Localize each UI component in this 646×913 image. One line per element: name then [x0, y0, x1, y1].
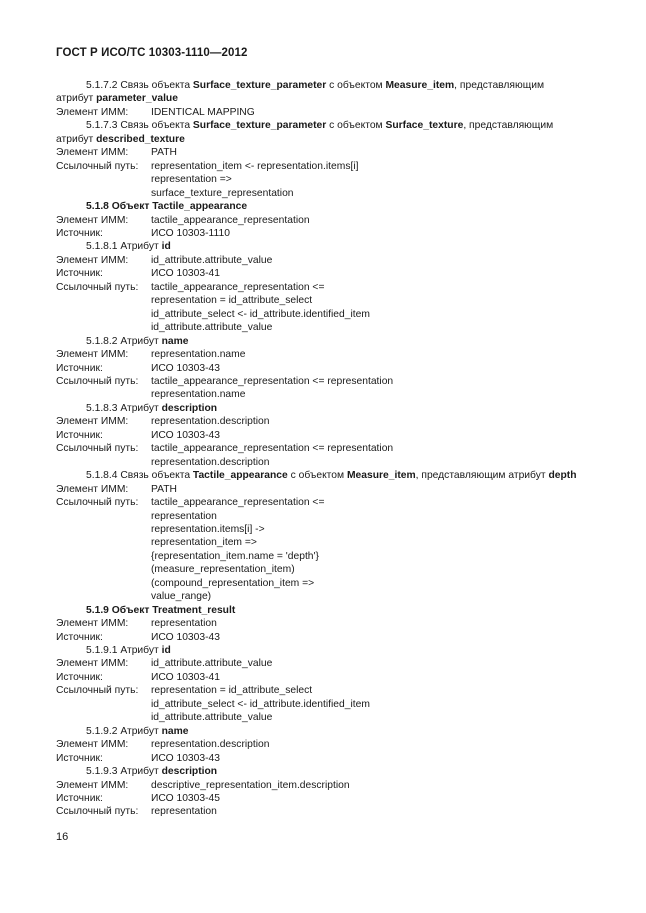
- text-span: атрибут: [56, 93, 97, 105]
- bold-term: name: [161, 335, 189, 347]
- section-heading: [56, 240, 596, 253]
- field-continuation: representation.description: [151, 456, 270, 468]
- text-span: 5.1.8.3 Атрибут: [86, 402, 162, 414]
- mapping-field: [56, 429, 596, 442]
- bold-term: 5.1.9 Объект Treatment_result: [86, 604, 236, 616]
- text-line: [56, 133, 596, 146]
- text-span: с объектом: [287, 470, 347, 482]
- field-value: id_attribute.attribute_value: [151, 658, 273, 670]
- bold-term: depth: [548, 470, 577, 482]
- mapping-field: [56, 738, 596, 751]
- field-value: representation.description: [151, 416, 270, 428]
- field-label: Элемент ИММ:: [56, 349, 129, 361]
- mapping-field: [56, 160, 596, 173]
- page-number: 16: [56, 831, 69, 843]
- field-continuation: (compound_representation_item =>: [151, 577, 315, 589]
- mapping-field: [56, 617, 596, 630]
- field-continuation: (measure_representation_item): [151, 564, 295, 576]
- text-span: атрибут: [56, 133, 97, 145]
- field-continuation: representation.items[i] ->: [151, 523, 265, 535]
- field-value: ИСО 10303-41: [151, 268, 220, 280]
- bold-term: description: [161, 402, 218, 414]
- mapping-field: [56, 671, 596, 684]
- field-value: tactile_appearance_representation <=: [151, 281, 325, 293]
- section-heading: [56, 200, 596, 213]
- field-value: representation = id_attribute_select: [151, 685, 313, 697]
- field-value: IDENTICAL MAPPING: [151, 106, 255, 118]
- field-value: representation_item <- representation.items[i]: [151, 160, 359, 172]
- field-continuation: id_attribute_select <- id_attribute.identified_item: [151, 308, 370, 320]
- field-value: representation.name: [151, 349, 246, 361]
- document-header: ГОСТ Р ИСО/ТС 10303-1110—2012: [56, 47, 248, 59]
- mapping-field: [56, 805, 596, 818]
- field-value: representation: [151, 618, 217, 630]
- bold-term: Tactile_appearance: [192, 470, 288, 482]
- bold-term: description: [161, 766, 218, 778]
- field-label: Ссылочный путь:: [56, 281, 139, 293]
- field-value: id_attribute.attribute_value: [151, 254, 273, 266]
- field-continuation: representation: [151, 510, 217, 522]
- bold-term: id: [161, 241, 171, 253]
- mapping-field: [56, 106, 596, 119]
- field-value: descriptive_representation_item.description: [151, 779, 350, 791]
- section-heading: [56, 469, 596, 482]
- field-label: Источник:: [56, 268, 103, 280]
- field-value: tactile_appearance_representation <= representation: [151, 443, 394, 455]
- field-label: Элемент ИММ:: [56, 618, 129, 630]
- field-continuation: id_attribute.attribute_value: [151, 712, 273, 724]
- field-label: Источник:: [56, 429, 103, 441]
- text-span: , представляющим: [463, 120, 554, 132]
- field-continuation: id_attribute.attribute_value: [151, 322, 273, 334]
- bold-term: id: [161, 645, 171, 657]
- text-span: с объектом: [326, 120, 386, 132]
- bold-term: parameter_value: [96, 93, 178, 105]
- text-line: [56, 92, 596, 105]
- text-span: 5.1.9.1 Атрибут: [86, 645, 162, 657]
- field-value: ИСО 10303-43: [151, 631, 220, 643]
- text-span: с объектом: [326, 80, 386, 91]
- field-continuation: id_attribute_select <- id_attribute.identified_item: [151, 698, 370, 710]
- mapping-field: [56, 362, 596, 375]
- field-label: Элемент ИММ:: [56, 106, 129, 118]
- field-value: ИСО 10303-1110: [151, 227, 230, 239]
- text-span: 5.1.7.3 Связь объекта: [86, 120, 193, 132]
- field-label: Элемент ИММ:: [56, 214, 129, 226]
- field-label: Элемент ИММ:: [56, 147, 129, 159]
- field-label: Элемент ИММ:: [56, 739, 129, 751]
- field-continuation: {representation_item.name = 'depth'}: [151, 550, 319, 562]
- field-label: Элемент ИММ:: [56, 483, 129, 495]
- bold-term: 5.1.8 Объект Tactile_appearance: [86, 201, 248, 213]
- text-span: 5.1.9.3 Атрибут: [86, 766, 162, 778]
- text-span: 5.1.8.2 Атрибут: [86, 335, 162, 347]
- field-label: Источник:: [56, 362, 103, 374]
- mapping-field: [56, 442, 596, 455]
- field-label: Ссылочный путь:: [56, 443, 139, 455]
- field-continuation: representation = id_attribute_select: [151, 295, 313, 307]
- field-continuation: value_range): [151, 591, 212, 603]
- field-continuation: representation =>: [151, 174, 232, 186]
- bold-term: Surface_texture_parameter: [192, 80, 327, 91]
- field-label: Источник:: [56, 631, 103, 643]
- document-body: [56, 79, 596, 819]
- section-heading: [56, 402, 596, 415]
- field-label: Ссылочный путь:: [56, 685, 139, 697]
- field-label: Источник:: [56, 227, 103, 239]
- mapping-field: [56, 254, 596, 267]
- mapping-field: [56, 146, 596, 159]
- bold-term: described_texture: [96, 133, 185, 145]
- field-value: PATH: [151, 483, 177, 495]
- field-value: ИСО 10303-41: [151, 671, 220, 683]
- field-label: Источник:: [56, 671, 103, 683]
- field-label: Источник:: [56, 793, 103, 805]
- field-label: Элемент ИММ:: [56, 779, 129, 791]
- section-heading: [56, 644, 596, 657]
- mapping-field: [56, 227, 596, 240]
- mapping-field: [56, 657, 596, 670]
- field-label: Ссылочный путь:: [56, 497, 139, 509]
- text-span: , представляющим: [454, 80, 545, 91]
- bold-term: Surface_texture_parameter: [192, 120, 327, 132]
- mapping-field: [56, 483, 596, 496]
- mapping-field: [56, 348, 596, 361]
- section-heading: [56, 604, 596, 617]
- mapping-field: [56, 792, 596, 805]
- mapping-field: [56, 267, 596, 280]
- mapping-field: [56, 779, 596, 792]
- field-value: ИСО 10303-43: [151, 429, 220, 441]
- field-label: Элемент ИММ:: [56, 254, 129, 266]
- field-label: Элемент ИММ:: [56, 416, 129, 428]
- mapping-field: [56, 375, 596, 388]
- section-heading: [56, 79, 596, 92]
- text-span: , представляющим атрибут: [415, 470, 549, 482]
- bold-term: name: [161, 725, 189, 737]
- field-value: ИСО 10303-43: [151, 752, 220, 764]
- mapping-field: [56, 214, 596, 227]
- bold-term: Measure_item: [346, 470, 416, 482]
- bold-term: Measure_item: [385, 80, 455, 91]
- field-value: ИСО 10303-45: [151, 793, 220, 805]
- bold-term: Surface_texture: [385, 120, 464, 132]
- text-span: 5.1.7.2 Связь объекта: [86, 80, 193, 91]
- field-label: Элемент ИММ:: [56, 658, 129, 670]
- section-heading: [56, 335, 596, 348]
- text-span: 5.1.8.1 Атрибут: [86, 241, 162, 253]
- field-label: Ссылочный путь:: [56, 806, 139, 818]
- mapping-field: [56, 684, 596, 697]
- field-value: PATH: [151, 147, 177, 159]
- field-label: Источник:: [56, 752, 103, 764]
- field-value: ИСО 10303-43: [151, 362, 220, 374]
- mapping-field: [56, 496, 596, 509]
- field-value: tactile_appearance_representation <= representation: [151, 375, 394, 387]
- mapping-field: [56, 752, 596, 765]
- section-heading: [56, 765, 596, 778]
- text-span: 5.1.9.2 Атрибут: [86, 725, 162, 737]
- field-value: representation.description: [151, 739, 270, 751]
- field-continuation: representation_item =>: [151, 537, 257, 549]
- mapping-field: [56, 631, 596, 644]
- field-value: tactile_appearance_representation: [151, 214, 310, 226]
- mapping-field: [56, 281, 596, 294]
- field-label: Ссылочный путь:: [56, 375, 139, 387]
- field-continuation: representation.name: [151, 389, 246, 401]
- section-heading: [56, 725, 596, 738]
- field-label: Ссылочный путь:: [56, 160, 139, 172]
- field-value: tactile_appearance_representation <=: [151, 497, 325, 509]
- field-value: representation: [151, 806, 217, 818]
- section-heading: [56, 119, 596, 132]
- text-span: 5.1.8.4 Связь объекта: [86, 470, 193, 482]
- mapping-field: [56, 415, 596, 428]
- field-continuation: surface_texture_representation: [151, 187, 294, 199]
